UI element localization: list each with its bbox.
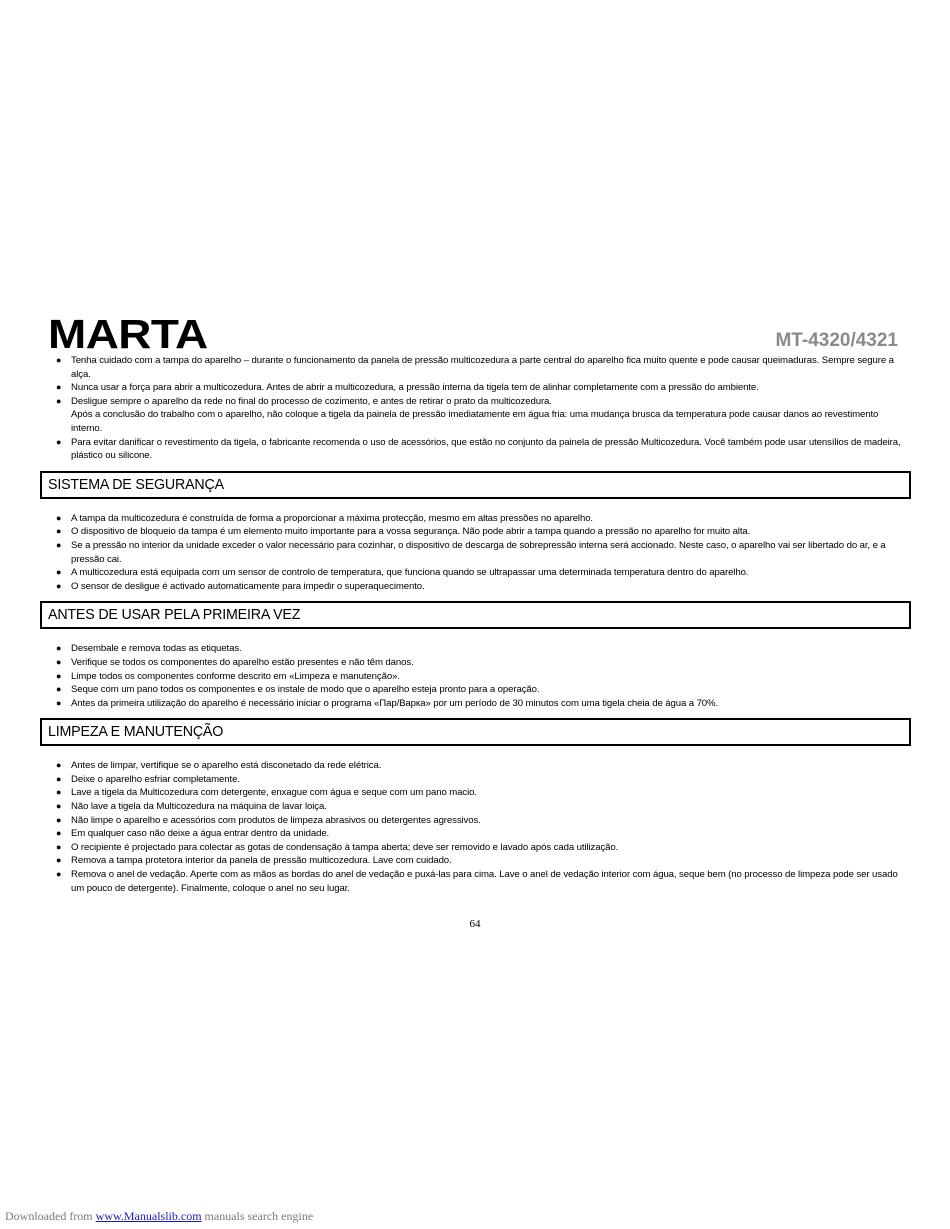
bullet-icon: ●: [56, 869, 62, 880]
list-item-text: Antes de limpar, vertifique se o aparelho está disconetado da rede elétrica.: [71, 760, 382, 772]
list-item-text: Não limpe o aparelho e acessórios com produtos de limpeza abrasivos ou detergentes agressivos.: [71, 814, 481, 826]
section-header: [40, 601, 911, 629]
list-item-text: Nunca usar a força para abrir a multicozedura. Antes de abrir a multicozedura, a pressão interna da tigela tem de alinhar completamente com a pressão do ambiente.: [71, 382, 759, 394]
bullet-icon: ●: [56, 436, 62, 447]
bullet-icon: ●: [56, 382, 62, 393]
list-item-text: Lave a tigela da Multicozedura com detergente, enxague com água e seque com um pano macio.: [71, 787, 477, 799]
list-item: [56, 525, 911, 539]
footer-suffix: manuals search engine: [201, 1209, 314, 1223]
bullet-icon: ●: [56, 567, 62, 578]
list-item-text: Limpe todos os componentes conforme descrito em «Limpeza e manutenção».: [71, 670, 400, 682]
list-item-text: Desligue sempre o aparelho da rede no final do processo de cozimento, e antes de retirar o prato da multicozedura. Após a conclusão do trabalho com o aparelho, não coloque a tigela da painela de pressão imediatamente em água fria: uma mudança brusca da temperatura pode causar danos ao revestimento interno.: [71, 395, 879, 434]
list-item: [56, 697, 911, 711]
list-item-text: Remova o anel de vedação. Aperte com as mãos as bordas do anel de vedação e puxá-las para cima. Lave o anel de vedação interior com água, seque bem (no processo de limpeza pode ser usado um pouco de detergente). Finalmente, coloque o anel no seu lugar.: [71, 869, 898, 894]
bullet-icon: ●: [56, 643, 62, 654]
list-item: [56, 773, 911, 787]
list-item-text: Desembale e remova todas as etiquetas.: [71, 643, 242, 655]
bullet-icon: ●: [56, 814, 62, 825]
bullet-icon: ●: [56, 760, 62, 771]
list-item-text: Deixe o aparelho esfriar completamente.: [71, 773, 240, 785]
list-item-text: A multicozedura está equipada com um sensor de controlo de temperatura, que funciona quando se ultrapassar uma determinada temperatura dentro do aparelho.: [71, 567, 749, 579]
section-header: [40, 718, 911, 746]
bullet-icon: ●: [56, 512, 62, 523]
bullet-icon: ●: [56, 684, 62, 695]
page-header: [48, 311, 898, 357]
list-item-text: Remova a tampa protetora interior da panela de pressão multicozedura. Lave com cuidado.: [71, 855, 452, 867]
section-bullet-list: [40, 642, 911, 710]
bullet-icon: ●: [56, 395, 62, 406]
list-item-text: A tampa da multicozedura é construída de forma a proporcionar a máxima protecção, mesmo em altas pressões no aparelho.: [71, 512, 593, 524]
bullet-icon: ●: [56, 526, 62, 537]
section-title: SISTEMA DE SEGURANÇA: [48, 475, 224, 493]
manualslib-link[interactable]: www.Manualslib.com: [95, 1209, 202, 1223]
list-item-text: Se a pressão no interior da unidade exceder o valor necessário para cozinhar, o dispositivo de descarga de sobrepressão interna será accionado. Neste caso, o aparelho vai ser libertado do ar, e a pressão cai.: [71, 539, 886, 565]
list-item-text: O dispositivo de bloqueio da tampa é um elemento muito importante para a vossa segurança. Não pode abrir a tampa quando a pressão no aparelho for muito alta.: [71, 526, 751, 538]
download-footer: [5, 1209, 313, 1224]
bullet-icon: ●: [56, 828, 62, 839]
list-item: [56, 566, 911, 580]
section-bullet-list: [40, 512, 911, 594]
list-item: [56, 656, 911, 670]
list-item: [56, 670, 911, 684]
list-item: [56, 354, 911, 381]
intro-bullet-list: [40, 354, 911, 463]
list-item: [56, 827, 911, 841]
footer-prefix: Downloaded from: [5, 1209, 96, 1223]
list-item-text: Em qualquer caso não deixe a água entrar dentro da unidade.: [71, 828, 330, 840]
list-item: [56, 580, 911, 594]
list-item: [56, 841, 911, 855]
section-header: [40, 471, 911, 499]
brand-logo: MARTA: [48, 311, 208, 357]
section-bullet-list: [40, 759, 911, 895]
page-number: 64: [469, 918, 481, 930]
sections-container: [40, 471, 911, 895]
bullet-icon: ●: [56, 539, 62, 550]
list-item-text: Antes da primeira utilização do aparelho é necessário iniciar o programa «Пар/Варка» por um período de 30 minutos com uma tigela cheia de água a 70%.: [71, 697, 719, 709]
list-item-text: Para evitar danificar o revestimento da tigela, o fabricante recomenda o uso de acessórios, que estão no conjunto da painela de pressão Multicozedura. Você também pode usar utensílios de madeira, plástico ou silicone.: [71, 436, 901, 462]
bullet-icon: ●: [56, 697, 62, 708]
bullet-icon: ●: [56, 841, 62, 852]
list-item: [56, 800, 911, 814]
bullet-icon: ●: [56, 670, 62, 681]
list-item: [56, 759, 911, 773]
section-title: LIMPEZA E MANUTENÇÃO: [48, 723, 224, 741]
list-item: [56, 868, 911, 895]
list-item-text: Não lave a tigela da Multicozedura na máquina de lavar loiça.: [71, 801, 327, 813]
list-item: [56, 512, 911, 526]
list-item-text: O sensor de desligue é activado automaticamente para impedir o superaquecimento.: [71, 580, 425, 592]
bullet-icon: ●: [56, 801, 62, 812]
manual-content: [40, 354, 911, 895]
bullet-icon: ●: [56, 656, 62, 667]
list-item: [56, 395, 911, 436]
list-item: [56, 642, 911, 656]
list-item: [56, 683, 911, 697]
list-item: [56, 539, 911, 566]
bullet-icon: ●: [56, 355, 62, 365]
list-item: [56, 381, 911, 395]
list-item: [56, 814, 911, 828]
list-item-text: Verifique se todos os componentes do aparelho estão presentes e não têm danos.: [71, 656, 414, 668]
list-item: [56, 786, 911, 800]
list-item: [56, 436, 911, 463]
section-title: ANTES DE USAR PELA PRIMEIRA VEZ: [48, 606, 301, 624]
model-number: MT-4320/4321: [775, 330, 898, 351]
bullet-icon: ●: [56, 580, 62, 591]
list-item-text: Tenha cuidado com a tampa do aparelho – durante o funcionamento da panela de pressão multicozedura a parte central do aparelho fica muito quente e pode causar queimaduras. Sempre segure a alça.: [71, 355, 894, 380]
bullet-icon: ●: [56, 773, 62, 784]
list-item-text: O recipiente é projectado para colectar as gotas de condensação à tampa aberta; deve ser removido e lavado após cada utilização.: [71, 841, 619, 853]
list-item-text: Seque com um pano todos os componentes e os instale de modo que o aparelho esteja pronto para a operação.: [71, 684, 540, 696]
bullet-icon: ●: [56, 855, 62, 866]
bullet-icon: ●: [56, 787, 62, 798]
list-item: [56, 854, 911, 868]
